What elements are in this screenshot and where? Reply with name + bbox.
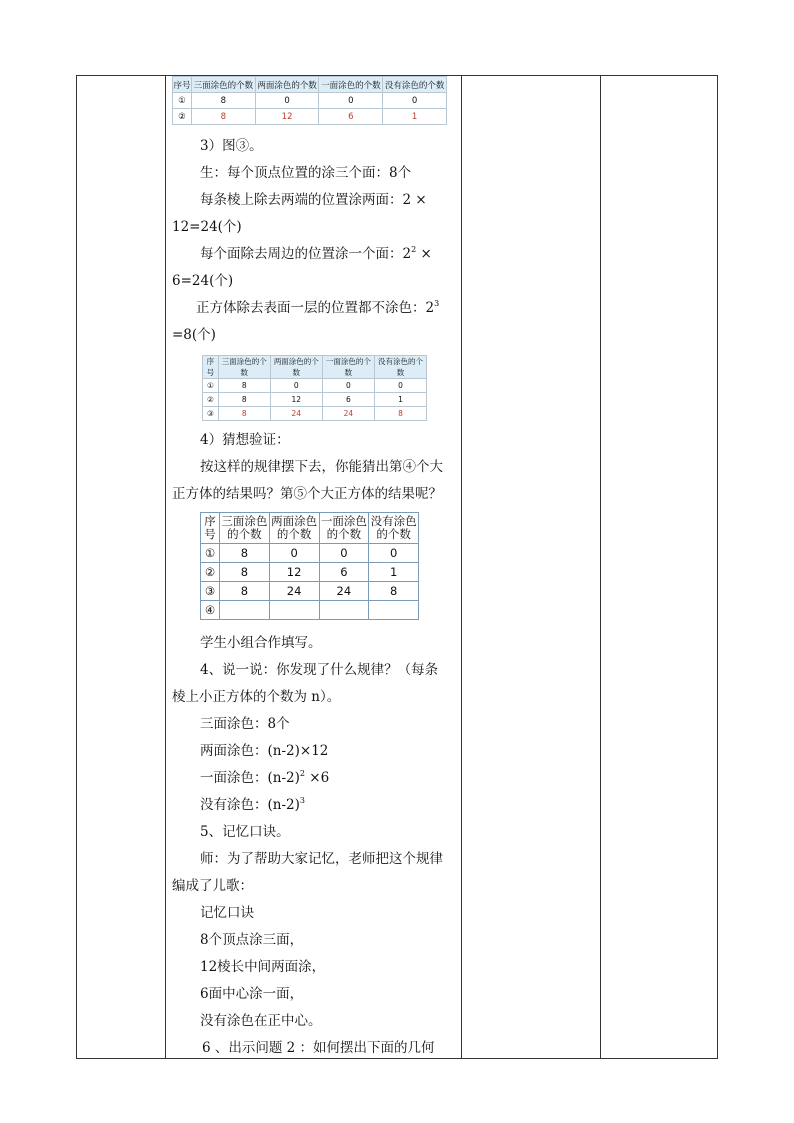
header-cell: 两面涂色 的个数 — [269, 513, 319, 544]
one-face-rule: 一面涂色：$(n-2)^2 \times 6$ — [200, 769, 330, 786]
table-cell: 6 — [319, 109, 383, 125]
guess-question: 按这样的规律摆下去，你能猜出第④个大 — [200, 459, 443, 475]
guess-heading: 4）猜想验证： — [200, 432, 290, 448]
table-cell: 8 — [220, 563, 270, 582]
table-row — [173, 109, 447, 125]
table-cell: 0 — [319, 93, 383, 109]
header-cell: 三面涂色 的个数 — [220, 513, 270, 544]
question-2-text: 6 、出示问题 2 ：如何摆出下面的几何 — [202, 1040, 435, 1056]
table-cell: ② — [201, 563, 220, 582]
header-cell: 没有涂色 的个数 — [369, 513, 419, 544]
header-cell: 三面涂色的个数 — [191, 77, 255, 93]
teacher-text-cont: 编成了儿歌： — [172, 878, 253, 894]
table-header-row — [173, 77, 447, 93]
say-heading-cont: 棱上小正方体的个数为 n）。 — [172, 689, 341, 705]
edge-text: 每条棱上除去两端的位置涂两面：2 × — [200, 192, 427, 208]
table-cell: 12 — [270, 393, 322, 407]
rhyme-line: 8个顶点涂三面， — [200, 932, 304, 948]
three-face-rule: 三面涂色：8个 — [200, 716, 290, 732]
header-cell: 没有涂色的个数 — [383, 77, 447, 93]
table-cell: ③ — [203, 407, 219, 421]
table-cell: 1 — [369, 563, 419, 582]
header-cell: 一面涂色的个数 — [319, 77, 383, 93]
header-cell: 两面涂色的个数 — [270, 356, 322, 379]
table-cell: 6 — [319, 563, 369, 582]
table-cell: ① — [201, 544, 220, 563]
table-cell: 0 — [383, 93, 447, 109]
table-row — [203, 407, 427, 421]
table-cell: ① — [173, 93, 192, 109]
table-cell: 1 — [383, 109, 447, 125]
paint-count-table-2 — [202, 355, 427, 421]
table-row — [201, 601, 419, 620]
table-cell: ② — [203, 393, 219, 407]
guess-question-cont: 正方体的结果吗？第⑤个大正方体的结果呢？ — [172, 486, 442, 502]
header-cell: 序号 — [203, 356, 219, 379]
table-row — [203, 393, 427, 407]
table-cell: 8 — [191, 109, 255, 125]
group-fill-text: 学生小组合作填写。 — [200, 635, 322, 651]
table-header-row — [203, 356, 427, 379]
table-cell: 6 — [322, 393, 374, 407]
table-row — [201, 544, 419, 563]
table-cell: 1 — [374, 393, 426, 407]
table-cell: 12 — [255, 109, 319, 125]
table-cell: 12 — [269, 563, 319, 582]
table-cell: 24 — [322, 407, 374, 421]
table-cell: 0 — [319, 544, 369, 563]
lesson-content — [172, 76, 458, 1062]
table-cell: 8 — [220, 582, 270, 601]
table-cell: 8 — [218, 407, 270, 421]
table-cell: ③ — [201, 582, 220, 601]
corner-text: 生：每个顶点位置的涂三个面：8个 — [200, 165, 412, 181]
table-cell: ④ — [201, 601, 220, 620]
header-cell: 序号 — [173, 77, 192, 93]
table-header-row — [201, 513, 419, 544]
table-cell: 24 — [270, 407, 322, 421]
header-cell: 三面涂色的个数 — [218, 356, 270, 379]
header-cell: 一面涂色的个数 — [322, 356, 374, 379]
column-divider — [165, 76, 166, 1058]
table-row — [173, 93, 447, 109]
inner-text: 正方体除去表面一层的位置都不涂色：$2^3$ — [196, 299, 440, 316]
table-row — [201, 582, 419, 601]
edge-text-cont: 12=24(个) — [172, 219, 242, 235]
table-cell: 0 — [270, 379, 322, 393]
rhyme-line: 没有涂色在正中心。 — [200, 1013, 322, 1029]
column-divider — [461, 76, 462, 1058]
say-heading: 4、说一说：你发现了什么规律？（每条 — [200, 662, 439, 678]
paint-count-table-3 — [200, 512, 419, 620]
inner-text-cont: =8(个) — [172, 327, 216, 343]
face-text: 每个面除去周边的位置涂一个面：$2^2$ × — [200, 245, 432, 262]
two-face-rule: 两面涂色：(n-2)×12 — [200, 743, 329, 759]
table-cell: 0 — [322, 379, 374, 393]
table-cell — [220, 601, 270, 620]
memo-heading: 5、记忆口诀。 — [200, 824, 290, 840]
header-cell: 一面涂色 的个数 — [319, 513, 369, 544]
table-cell: 0 — [269, 544, 319, 563]
table-cell: 8 — [218, 393, 270, 407]
table-cell: 24 — [319, 582, 369, 601]
header-cell: 两面涂色的个数 — [255, 77, 319, 93]
table-cell: 0 — [369, 544, 419, 563]
table-row — [203, 379, 427, 393]
table-cell: 8 — [369, 582, 419, 601]
table-cell: 8 — [374, 407, 426, 421]
table-cell: ① — [203, 379, 219, 393]
table-cell — [369, 601, 419, 620]
table-cell: 0 — [255, 93, 319, 109]
table-cell: ② — [173, 109, 192, 125]
fig3-heading: 3）图③。 — [200, 138, 263, 154]
column-divider — [600, 76, 601, 1058]
rhyme-line: 6面中心涂一面， — [200, 986, 304, 1002]
table-cell: 8 — [191, 93, 255, 109]
rhyme-title: 记忆口诀 — [200, 905, 254, 921]
header-cell: 没有涂色的个数 — [374, 356, 426, 379]
table-cell — [319, 601, 369, 620]
table-row — [201, 563, 419, 582]
teacher-text: 师：为了帮助大家记忆，老师把这个规律 — [200, 851, 443, 867]
rhyme-line: 12棱长中间两面涂， — [200, 959, 326, 975]
no-face-rule: 没有涂色：$(n-2)^3$ — [200, 796, 305, 813]
table-cell: 8 — [218, 379, 270, 393]
face-text-cont: 6=24(个) — [172, 273, 234, 289]
paint-count-table-1 — [172, 76, 447, 125]
table-cell — [269, 601, 319, 620]
header-cell: 序 号 — [201, 513, 220, 544]
table-cell: 0 — [374, 379, 426, 393]
table-cell: 8 — [220, 544, 270, 563]
table-cell: 24 — [269, 582, 319, 601]
